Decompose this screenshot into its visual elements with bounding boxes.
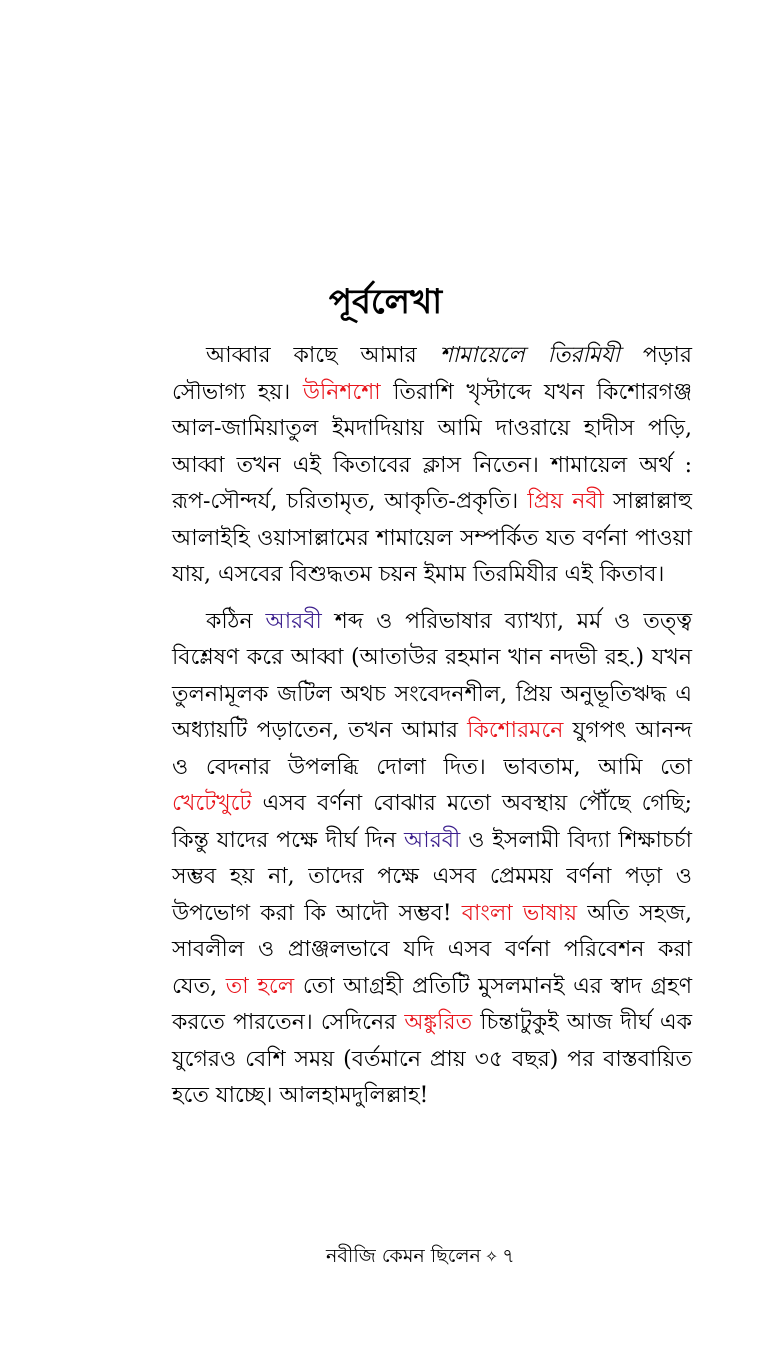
page-footer bbox=[326, 1242, 515, 1271]
page-number: ৭ bbox=[502, 1245, 515, 1267]
running-book-title: নবীজি কেমন ছিলেন bbox=[326, 1245, 481, 1267]
text-segment: তিরাশি খৃস্টাব্দে যখন কিশোরগঞ্জ আল-জামিয়াতুল ইমদাদিয়ায় আমি দাওরায়ে হাদীস পড়ি, আব্বা তখন এই কিতাবের ক্লাস নিতেন। শামায়েল অর্থ : রূপ-সৌন্দর্য, চরিতামৃত, আকৃতি-প্রকৃতি। bbox=[172, 379, 692, 514]
chapter-title: পূর্বলেখা bbox=[328, 282, 443, 322]
text-segment: সাল্লাল্লাহু আলাইহি ওয়াসাল্লামের শামায়েল সম্পর্কিত যত বর্ণনা পাওয়া যায়, এসবের বিশুদ্ধতম চয়ন ইমাম তিরমিযীর এই কিতাব। bbox=[172, 489, 692, 587]
text-segment-arabic-term: আরবী bbox=[404, 827, 461, 853]
text-segment-highlight: প্রিয় নবী bbox=[527, 489, 604, 514]
text-segment: আব্বার কাছে আমার bbox=[206, 343, 440, 368]
text-segment-highlight: কিশোরমনে bbox=[467, 718, 564, 743]
body-text bbox=[172, 338, 692, 1115]
text-segment: যুগপৎ আনন্দ ও বেদনার উপলব্ধি দোলা দিত। ভাবতাম, আমি তো bbox=[172, 718, 692, 780]
paragraph-1 bbox=[172, 338, 692, 594]
text-segment: পড়ার সৌভাগ্য হয়। bbox=[172, 343, 692, 405]
paragraph-2 bbox=[172, 604, 692, 1115]
text-segment-highlight: বাংলা ভাষায় bbox=[461, 900, 578, 926]
text-segment-highlight: অঙ্কুরিত bbox=[404, 1010, 473, 1035]
text-segment: কঠিন bbox=[206, 608, 266, 634]
text-segment: এসব বর্ণনা বোঝার মতো অবস্থায় পৌঁছে গেছি; কিন্তু যাদের পক্ষে দীর্ঘ দিন bbox=[172, 791, 692, 853]
text-segment: চিন্তাটুকুই আজ দীর্ঘ এক যুগেরও বেশি সময় (বর্তমানে প্রায় ৩৫ বছর) পর বাস্তবায়িত হতে যাচ্ছে। আলহামদুলিল্লাহ! bbox=[172, 1010, 693, 1108]
text-segment-italic: শামায়েলে তিরমিযী bbox=[439, 343, 620, 368]
text-segment-highlight: উনিশশো bbox=[302, 379, 381, 405]
text-segment: শব্দ ও পরিভাষার ব্যাখ্যা, মর্ম ও তত্ত্ব বিশ্লেষণ করে আব্বা (আতাউর রহমান খান নদভী রহ.) যখন তুলনামূলক জটিল অথচ সংবেদনশীল, প্রিয় অনুভূতিঋদ্ধ এ অধ্যায়টি পড়াতেন, তখন আমার bbox=[172, 608, 692, 743]
text-segment: তো আগ্রহী প্রতিটি মুসলমানই এর স্বাদ গ্রহণ করতে পারতেন। সেদিনের bbox=[172, 973, 693, 1035]
text-segment-highlight: খেটেখুটে bbox=[172, 791, 252, 816]
text-segment-arabic-term: আরবী bbox=[265, 608, 322, 634]
text-segment: ও ইসলামী বিদ্যা শিক্ষাচর্চা সম্ভব হয় না, তাদের পক্ষে এসব প্রেমময় বর্ণনা পড়া ও উপভোগ করা কি আদৌ সম্ভব! bbox=[172, 827, 692, 926]
ornament-icon: ✧ bbox=[484, 1247, 499, 1266]
text-segment-highlight: তা হলে bbox=[225, 973, 295, 999]
text-segment: অতি সহজ, সাবলীল ও প্রাঞ্জলভাবে যদি এসব বর্ণনা পরিবেশন করা যেত, bbox=[172, 900, 692, 999]
